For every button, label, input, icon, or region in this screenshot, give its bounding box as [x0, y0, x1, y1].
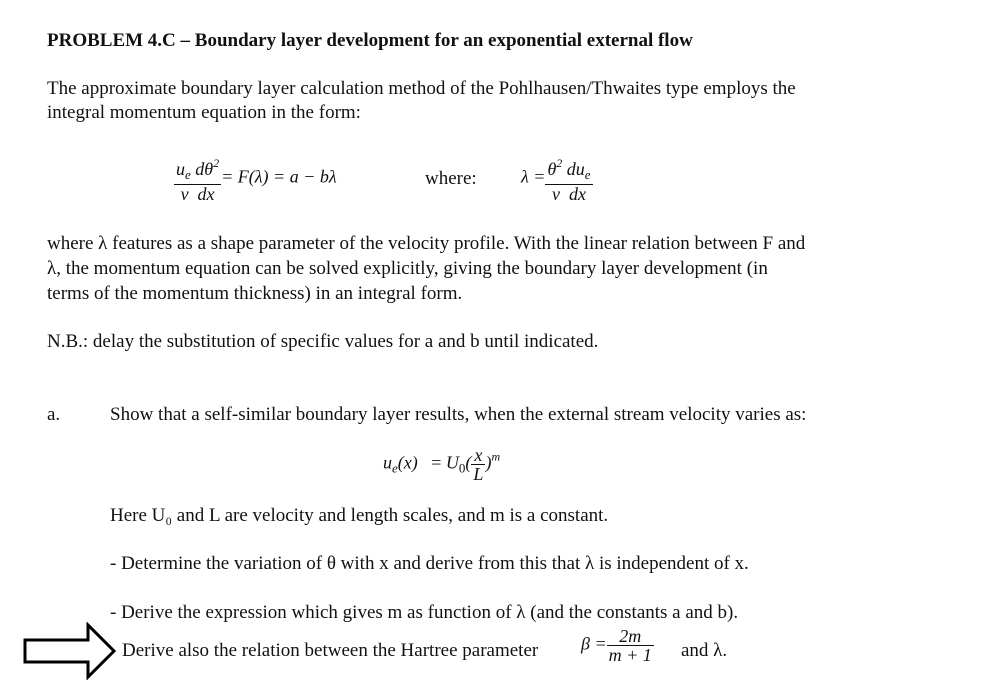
- bullet-3-pre: Derive also the relation between the Hartree parameter: [122, 640, 539, 661]
- beta-numerator: 2m: [607, 627, 654, 646]
- equation-rhs: = F(λ) = a − bλ: [221, 166, 337, 187]
- para-line-3: terms of the momentum thickness) in an integral form.: [47, 283, 463, 304]
- page-title: PROBLEM 4.C – Boundary layer development for an exponential external flow: [47, 30, 693, 51]
- momentum-equation: $\frac{u_e d\theta^2}{\text{ν dx}}$ = F(λ) = a − bλ: [176, 156, 337, 204]
- part-a-label: a.: [47, 404, 61, 425]
- velocity-formula-eq: =: [431, 452, 442, 473]
- para-line-2: λ, the momentum equation can be solved explicitly, giving the boundary layer development (in: [47, 258, 768, 279]
- beta-lhs: β =: [581, 633, 607, 654]
- bullet-3-post: and λ.: [681, 640, 728, 661]
- intro-line-1: The approximate boundary layer calculation method of the Pohlhausen/Thwaites type employs the: [47, 78, 796, 99]
- nb-note: N.B.: delay the substitution of specific values for a and b until indicated.: [47, 331, 599, 352]
- intro-line-2: integral momentum equation in the form:: [47, 102, 361, 123]
- bullet-2: - Derive the expression which gives m as function of λ (and the constants a and b).: [110, 602, 739, 623]
- here-text: Here U₀ and L are velocity and length scales, and m is a constant.: [110, 505, 609, 526]
- part-a-text: Show that a self-similar boundary layer results, when the external stream velocity varies as:: [110, 404, 807, 425]
- lambda-lhs: λ =: [521, 166, 546, 187]
- hartree-formula: [581, 627, 654, 664]
- where-label: where:: [425, 168, 477, 189]
- bullet-1: - Determine the variation of θ with x and derive from this that λ is independent of x.: [110, 553, 749, 574]
- velocity-formula: $u_e(x) = U_0$( $\frac{x}{L}$ )$^m$: [383, 445, 501, 484]
- lambda-definition: λ = $\frac{\theta^2 du_e}{\text{ν dx}}$: [521, 156, 591, 204]
- right-arrow-icon: [22, 622, 118, 680]
- beta-denominator: m + 1: [608, 645, 652, 665]
- para-line-1: where λ features as a shape parameter of the velocity profile. With the linear relation between F and: [47, 233, 806, 254]
